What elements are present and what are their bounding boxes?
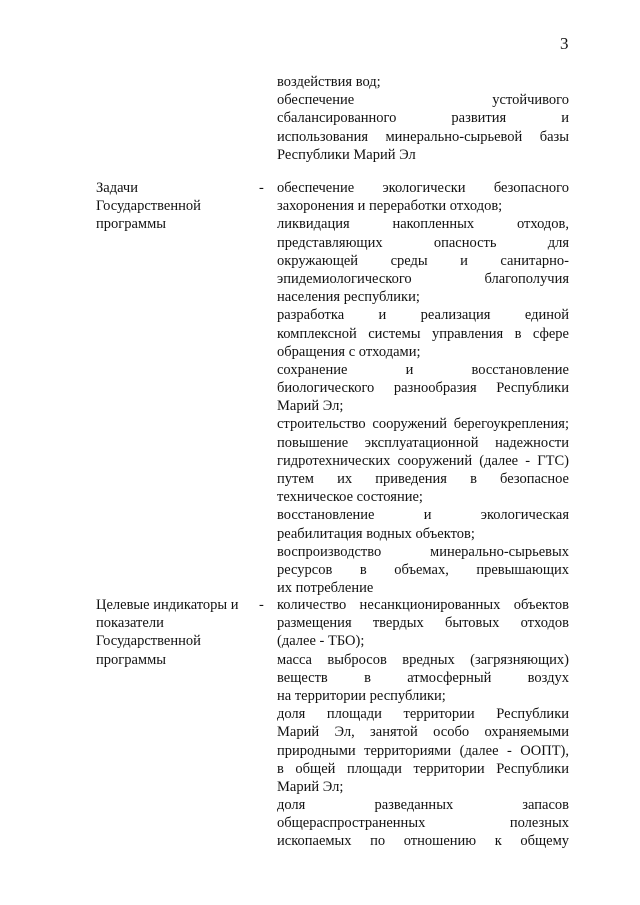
text-line: Марий Эл; <box>277 398 344 415</box>
tasks-label <box>96 179 251 234</box>
intro-continuation <box>277 73 569 164</box>
label-line: Задачи <box>96 180 138 196</box>
text-line: обеспечение экологически безопасного <box>277 180 569 196</box>
tasks-dash: - <box>259 180 264 196</box>
text-line: биологического разнообразия Республики <box>277 380 569 397</box>
text-line: представляющих опасность для <box>277 234 569 251</box>
text-line: (далее - ТБО); <box>277 633 365 650</box>
text-line: размещения твердых бытовых отходов <box>277 615 569 632</box>
text-line: обращения с отходами; <box>277 343 421 360</box>
text-line: ископаемых по отношению к общему <box>277 833 569 850</box>
text-line: воздействия вод; <box>277 74 381 90</box>
text-line: использования минерально-сырьевой базы <box>277 128 569 145</box>
text-line: количество несанкционированных объектов <box>277 597 569 613</box>
text-line: общераспространенных полезных <box>277 815 569 832</box>
text-line: сбалансированного развития и <box>277 110 569 127</box>
text-line: Марий Эл, занятой особо охраняемыми <box>277 724 569 741</box>
text-line: Республики Марий Эл <box>277 146 416 163</box>
label-line: Государственной <box>96 633 201 650</box>
text-line: захоронения и переработки отходов; <box>277 198 503 215</box>
text-line: масса выбросов вредных (загрязняющих) <box>277 651 569 668</box>
page-number: 3 <box>560 34 569 53</box>
text-line: в общей площади территории Республики <box>277 760 569 777</box>
text-line: их потребление <box>277 580 374 597</box>
text-line: реабилитация водных объектов; <box>277 525 475 542</box>
tasks-body <box>277 179 569 597</box>
text-line: Марий Эл; <box>277 778 344 795</box>
indicators-body <box>277 596 569 851</box>
text-line: строительство сооружений берегоукрепления; <box>277 416 569 433</box>
text-line: доля разведанных запасов <box>277 797 569 814</box>
label-line: программы <box>96 216 166 233</box>
text-line: комплексной системы управления в сфере <box>277 325 569 342</box>
label-line: Целевые индикаторы и <box>96 597 239 613</box>
text-line: ресурсов в объемах, превышающих <box>277 561 569 578</box>
label-line: Государственной <box>96 198 201 215</box>
text-line: доля площади территории Республики <box>277 706 569 723</box>
text-line: воспроизводство минерально-сырьевых <box>277 543 569 560</box>
text-line: веществ в атмосферный воздух <box>277 669 569 686</box>
indicators-label <box>96 596 251 669</box>
text-line: на территории республики; <box>277 687 446 704</box>
text-line: обеспечение устойчивого <box>277 92 569 109</box>
text-line: эпидемиологического благополучия <box>277 270 569 287</box>
label-line: программы <box>96 651 166 668</box>
text-line: окружающей среды и санитарно- <box>277 252 569 269</box>
text-line: техническое состояние; <box>277 489 423 506</box>
text-line: разработка и реализация единой <box>277 307 569 324</box>
text-line: гидротехнических сооружений (далее - ГТС) <box>277 452 569 469</box>
text-line: путем их приведения в безопасное <box>277 471 569 487</box>
text-line: ликвидация накопленных отходов, <box>277 216 569 233</box>
label-line: показатели <box>96 615 164 632</box>
text-line: сохранение и восстановление <box>277 361 569 378</box>
text-line: природными территориями (далее - ООПТ), <box>277 742 569 759</box>
text-line: населения республики; <box>277 289 420 306</box>
text-line: повышение эксплуатационной надежности <box>277 434 569 451</box>
indicators-dash: - <box>259 597 264 613</box>
text-line: восстановление и экологическая <box>277 507 569 524</box>
